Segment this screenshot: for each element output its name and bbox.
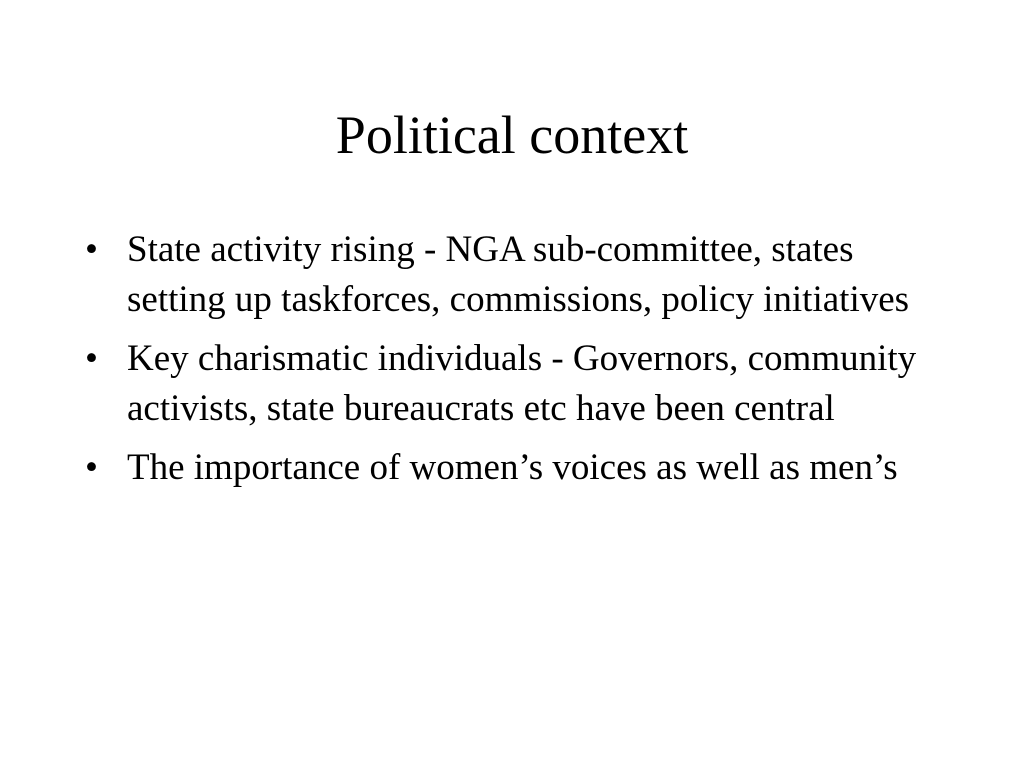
bullet-list — [85, 225, 945, 502]
bullet-item — [85, 443, 945, 493]
bullet-item — [85, 225, 945, 325]
bullet-icon: • — [85, 229, 98, 270]
bullet-text: State activity rising - NGA sub-committee, states setting up taskforces, commissions, policy initiatives — [127, 229, 910, 320]
slide-title: Political context — [335, 105, 689, 165]
bullet-text: The importance of women’s voices as well as men’s — [127, 447, 898, 488]
bullet-item — [85, 334, 945, 434]
bullet-icon: • — [85, 338, 98, 379]
bullet-text: Key charismatic individuals - Governors, community activists, state bureaucrats etc have been central — [127, 338, 917, 429]
bullet-icon: • — [85, 447, 98, 488]
